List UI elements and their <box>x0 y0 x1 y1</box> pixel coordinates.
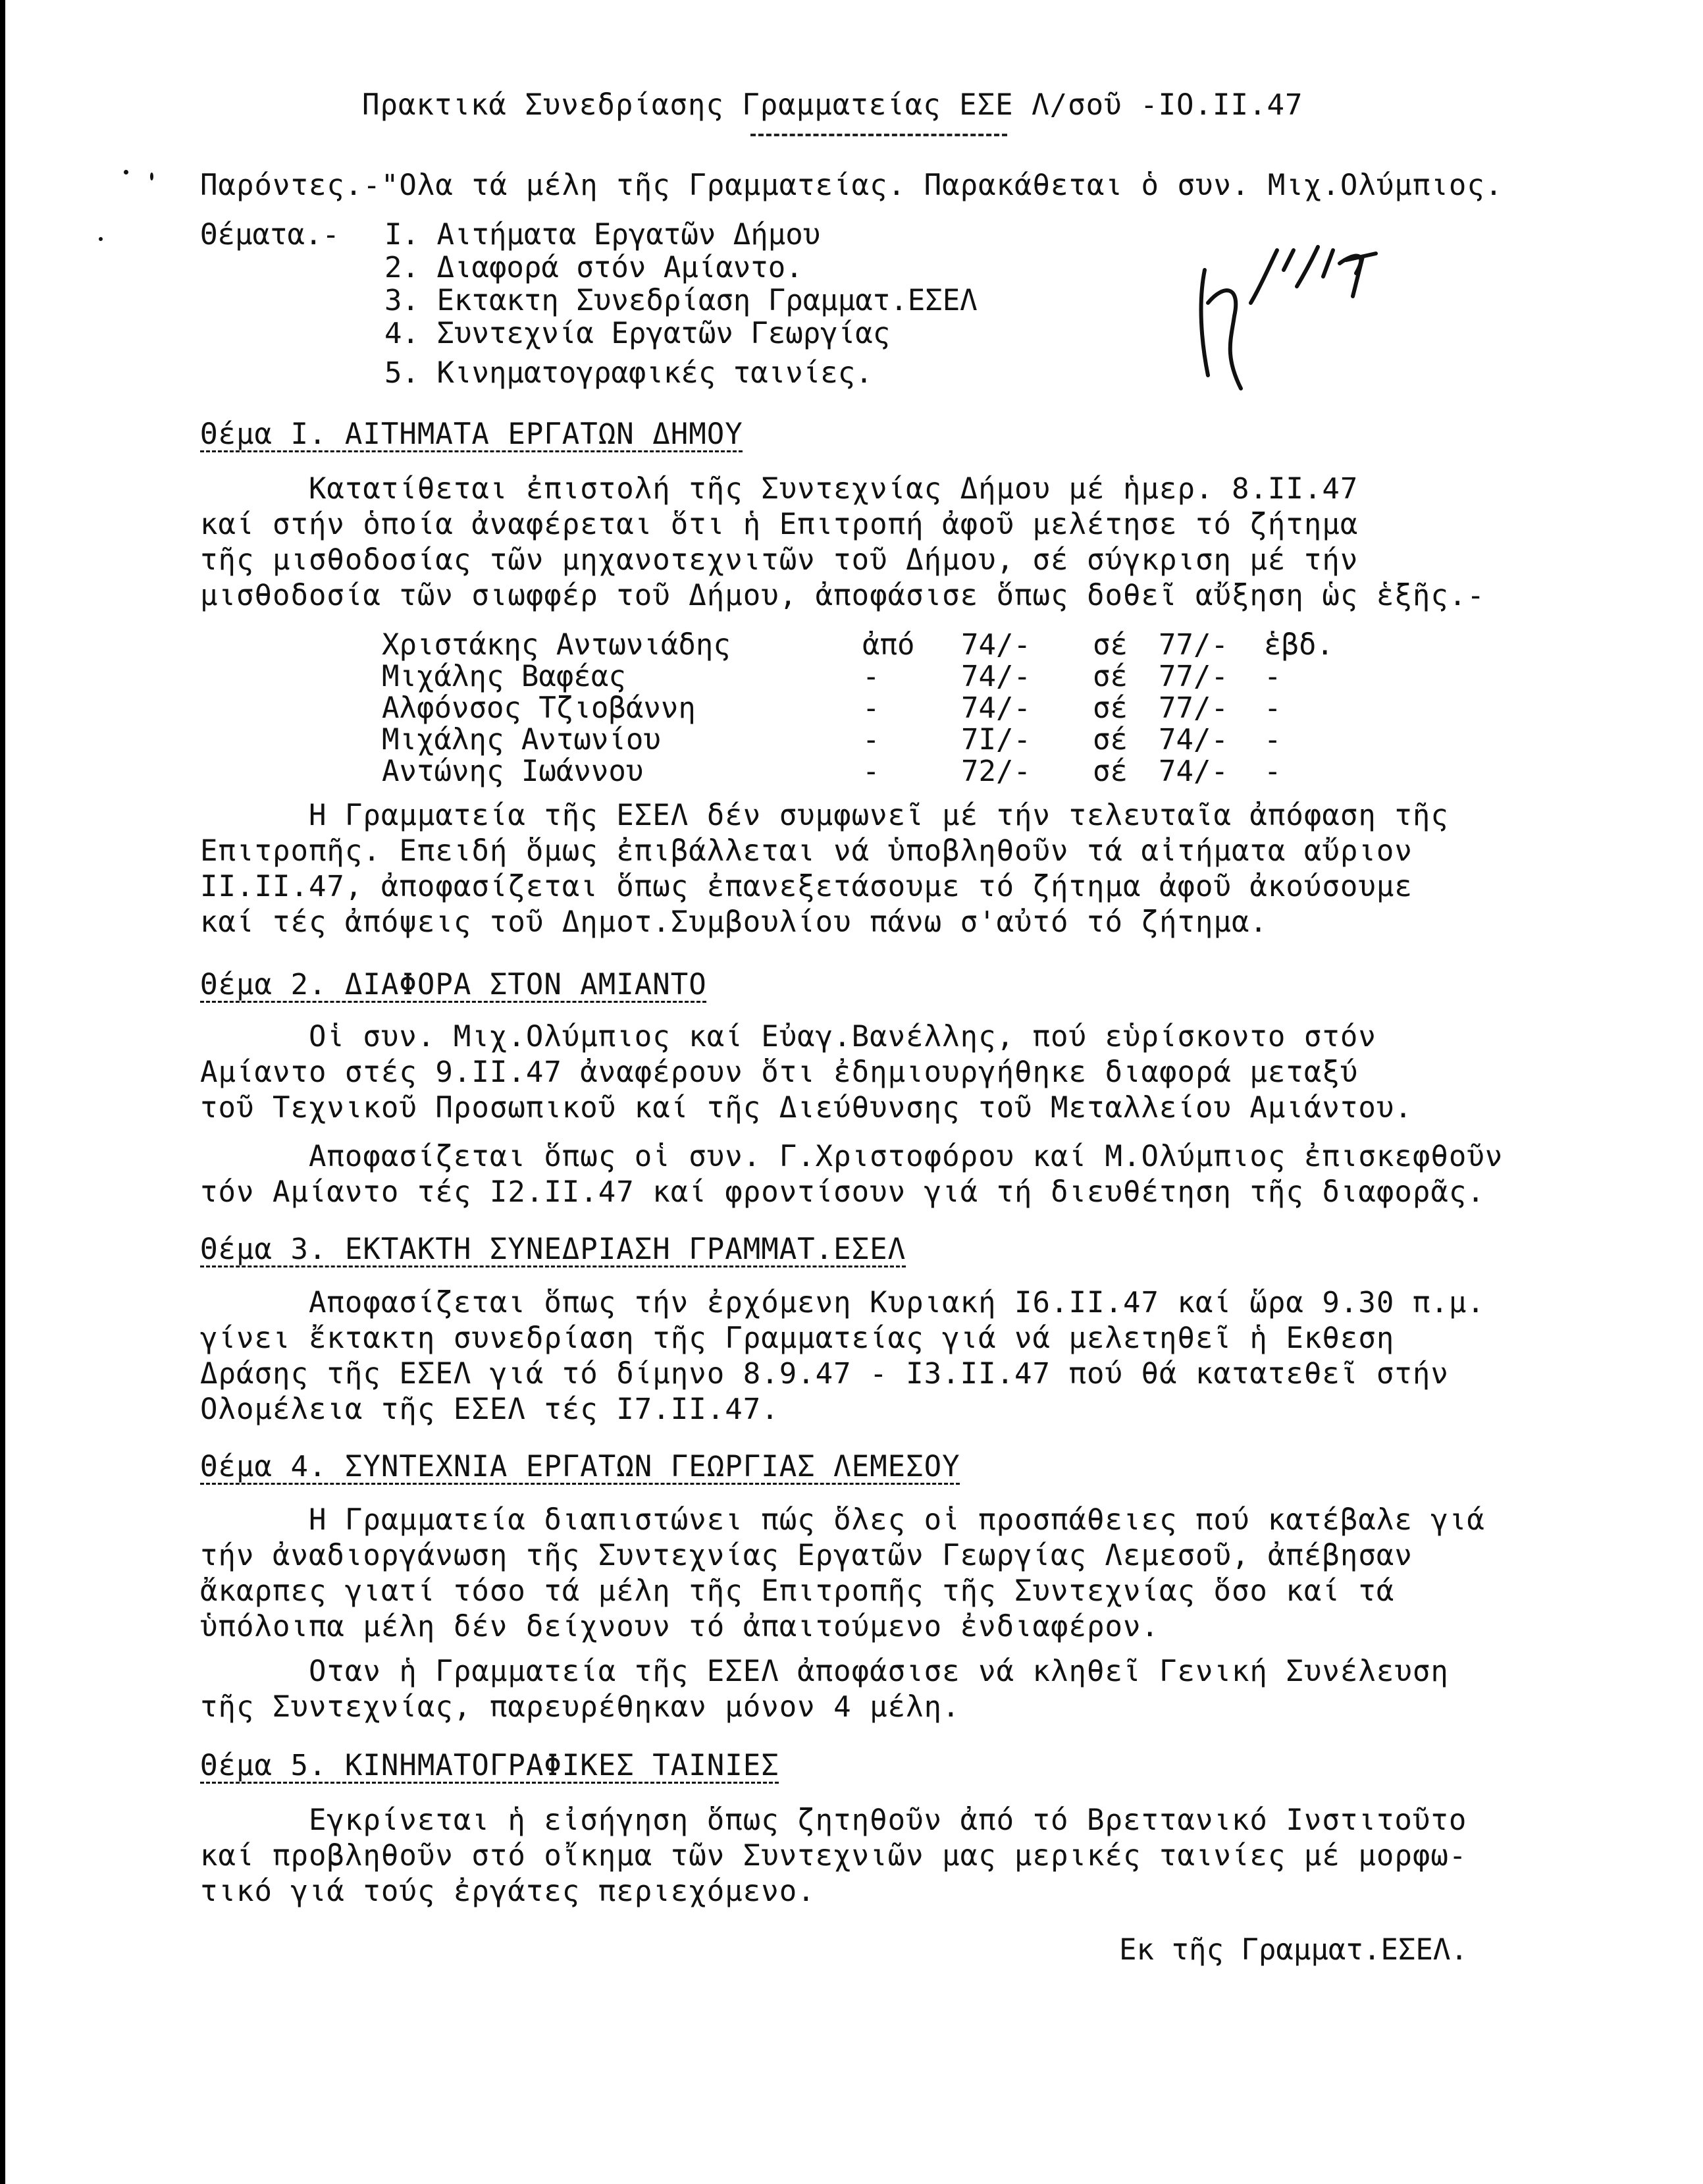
topic-item: Ι. Αιτήματα Εργατῶν Δήμου <box>384 218 821 252</box>
new-wage: 74/- <box>1159 723 1228 757</box>
paragraph-line: τῆς μισθοδοσίας τῶν μηχανοτεχνιτῶν τοῦ Δήμου, σέ σύγκριση μέ τήν <box>200 543 1359 577</box>
paragraph-line: καί στήν ὁποία ἀναφέρεται ὅτι ἡ Επιτροπή ἀφοῦ μελέτησε τό ζήτημα <box>200 508 1359 541</box>
wage-unit: ἑβδ. <box>1264 628 1334 662</box>
paragraph-line: Αμίαντο στές 9.ΙΙ.47 ἀναφέρουν ὅτι ἐδημιουργήθηκε διαφορά μεταξύ <box>200 1055 1359 1089</box>
scan-edge <box>0 0 5 2184</box>
paragraph-line: Κατατίθεται ἐπιστολή τῆς Συντεχνίας Δήμου μέ ἡμερ. 8.ΙΙ.47 <box>200 472 1359 506</box>
salary-row <box>382 660 1435 693</box>
wage-unit: - <box>1264 691 1282 725</box>
from-word: - <box>862 691 880 725</box>
paragraph-line: Δράσης τῆς ΕΣΕΛ γιά τό δίμηνο 8.9.47 - Ι3.ΙΙ.47 πού θά κατατεθεῖ στήν <box>200 1357 1449 1391</box>
worker-name: Αντώνης Ιωάννου <box>382 755 644 788</box>
new-wage: 77/- <box>1159 691 1228 725</box>
from-word: ἀπό <box>862 628 915 662</box>
topic-item: 5. Κινηματογραφικές ταινίες. <box>384 356 873 390</box>
paragraph-line: ἄκαρπες γιατί τόσο τά μέλη τῆς Επιτροπῆς τῆς Συντεχνίας ὅσο καί τά <box>200 1574 1395 1608</box>
document-title: Πρακτικά Συνεδρίασης Γραμματείας ΕΣΕ Λ/σοῦ -ΙΟ.ΙΙ.47 <box>362 88 1303 122</box>
paragraph-line: Οταν ἡ Γραμματεία τῆς ΕΣΕΛ ἀποφάσισε νά κληθεῖ Γενική Συνέλευση <box>200 1655 1449 1688</box>
paragraph-line: Οἱ συν. Μιχ.Ολύμπιος καί Εὐαγ.Βανέλλης, πού εὑρίσκοντο στόν <box>200 1020 1376 1053</box>
to-word: σέ <box>1093 691 1128 725</box>
from-word: - <box>862 660 880 693</box>
worker-name: Μιχάλης Αντωνίου <box>382 723 661 757</box>
topics-label: Θέματα.- <box>200 218 340 252</box>
from-word: - <box>862 723 880 757</box>
old-wage: 74/- <box>961 628 1031 662</box>
paragraph-line: Αποφασίζεται ὅπως οἱ συν. Γ.Χριστοφόρου καί Μ.Ολύμπιος ἐπισκεφθοῦν <box>200 1140 1504 1173</box>
paragraph-line: Η Γραμματεία διαπιστώνει πώς ὅλες οἱ προσπάθειες πού κατέβαλε γιά <box>200 1503 1485 1537</box>
paragraph-line: μισθοδοσία τῶν σιωφφέρ τοῦ Δήμου, ἀποφάσισε ὅπως δοθεῖ αὔξηση ὡς ἑξῆς.- <box>200 579 1485 612</box>
paragraph-line: τοῦ Τεχνικοῦ Προσωπικοῦ καί τῆς Διεύθυνσης τοῦ Μεταλλείου Αμιάντου. <box>200 1091 1413 1125</box>
scan-speck <box>99 237 103 241</box>
paragraph-line: τῆς Συντεχνίας, παρευρέθηκαν μόνον 4 μέλη. <box>200 1690 960 1724</box>
old-wage: 74/- <box>961 660 1031 693</box>
section-heading <box>200 1231 906 1268</box>
present-line: Παρόντες.-"Ολα τά μέλη τῆς Γραμματείας. Παρακάθεται ὁ συν. Μιχ.Ολύμπιος. <box>200 169 1504 202</box>
section-heading-text: Θέμα Ι. ΑΙΤΗΜΑΤΑ ΕΡΓΑΤΩΝ ΔΗΜΟΥ <box>200 417 743 451</box>
salary-row <box>382 629 1435 662</box>
paragraph-line: τικό γιά τούς ἐργάτες περιεχόμενο. <box>200 1875 816 1908</box>
paragraph-line: Η Γραμματεία τῆς ΕΣΕΛ δέν συμφωνεῖ μέ τήν τελευταῖα ἀπόφαση τῆς <box>200 799 1449 832</box>
scan-speck <box>124 170 128 174</box>
paragraph-line: Αποφασίζεται ὅπως τήν ἐρχόμενη Κυριακή Ι6.ΙΙ.47 καί ὥρα 9.30 π.μ. <box>200 1286 1485 1319</box>
section-heading-text: Θέμα 5. ΚΙΝΗΜΑΤΟΓΡΑΦΙΚΕΣ ΤΑΙΝΙΕΣ <box>200 1749 779 1782</box>
new-wage: 77/- <box>1159 628 1228 662</box>
salary-row <box>382 692 1435 725</box>
handwritten-signature <box>1178 224 1415 408</box>
paragraph-line: Ολομέλεια τῆς ΕΣΕΛ τές Ι7.ΙΙ.47. <box>200 1393 779 1426</box>
paragraph-line: τήν ἀναδιοργάνωση τῆς Συντεχνίας Εργατῶν Γεωργίας Λεμεσοῦ, ἀπέβησαν <box>200 1539 1413 1572</box>
section-heading <box>200 1449 960 1485</box>
wage-unit: - <box>1264 755 1282 788</box>
topic-item: 3. Εκτακτη Συνεδρίαση Γραμματ.ΕΣΕΛ <box>384 284 978 317</box>
old-wage: 74/- <box>961 691 1031 725</box>
section-heading-text: Θέμα 4. ΣΥΝΤΕΧΝΙΑ ΕΡΓΑΤΩΝ ΓΕΩΡΓΙΑΣ ΛΕΜΕΣΟΥ <box>200 1450 960 1483</box>
paragraph-line: Εγκρίνεται ἡ εἰσήγηση ὅπως ζητηθοῦν ἀπό τό Βρεττανικό Ινστιτοῦτο <box>200 1803 1467 1837</box>
wage-unit: - <box>1264 723 1282 757</box>
old-wage: 7Ι/- <box>961 723 1031 757</box>
title-underline <box>750 134 1007 136</box>
to-word: σέ <box>1093 723 1128 757</box>
paragraph-line: καί τές ἀπόψεις τοῦ Δημοτ.Συμβουλίου πάνω σ'αὐτό τό ζήτημα. <box>200 905 1268 939</box>
salary-row <box>382 755 1435 788</box>
paragraph-line: Επιτροπῆς. Επειδή ὅμως ἐπιβάλλεται νά ὑποβληθοῦν τά αἰτήματα αὔριον <box>200 834 1413 868</box>
salary-row <box>382 724 1435 757</box>
new-wage: 77/- <box>1159 660 1228 693</box>
paragraph-line: καί προβληθοῦν στό οἴκημα τῶν Συντεχνιῶν μας μερικές ταινίες μέ μορφω- <box>200 1839 1467 1873</box>
old-wage: 72/- <box>961 755 1031 788</box>
wage-unit: - <box>1264 660 1282 693</box>
new-wage: 74/- <box>1159 755 1228 788</box>
to-word: σέ <box>1093 755 1128 788</box>
topic-item: 2. Διαφορά στόν Αμίαντο. <box>384 251 803 284</box>
topic-item: 4. Συντεχνία Εργατῶν Γεωργίας <box>384 317 891 350</box>
paragraph-line: ὑπόλοιπα μέλη δέν δείχνουν τό ἀπαιτούμενο ἐνδιαφέρον. <box>200 1610 1159 1643</box>
section-heading <box>200 1747 779 1784</box>
to-word: σέ <box>1093 660 1128 693</box>
closing-signoff: Εκ τῆς Γραμματ.ΕΣΕΛ. <box>1119 1933 1468 1967</box>
worker-name: Χριστάκης Αντωνιάδης <box>382 628 731 662</box>
worker-name: Αλφόνσος Τζιοβάννη <box>382 691 696 725</box>
paragraph-line: ΙΙ.ΙΙ.47, ἀποφασίζεται ὅπως ἐπανεξετάσουμε τό ζήτημα ἀφοῦ ἀκούσουμε <box>200 870 1413 903</box>
from-word: - <box>862 755 880 788</box>
to-word: σέ <box>1093 628 1128 662</box>
section-heading-text: Θέμα 3. ΕΚΤΑΚΤΗ ΣΥΝΕΔΡΙΑΣΗ ΓΡΑΜΜΑΤ.ΕΣΕΛ <box>200 1233 906 1266</box>
paragraph-line: γίνει ἔκτακτη συνεδρίαση τῆς Γραμματείας γιά νά μελετηθεῖ ἡ Εκθεση <box>200 1321 1395 1355</box>
section-heading <box>200 416 743 453</box>
paragraph-line: τόν Αμίαντο τές Ι2.ΙΙ.47 καί φροντίσουν γιά τή διευθέτηση τῆς διαφορᾶς. <box>200 1175 1485 1209</box>
section-heading <box>200 967 707 1003</box>
worker-name: Μιχάλης Βαφέας <box>382 660 626 693</box>
section-heading-text: Θέμα 2. ΔΙΑΦΟΡΑ ΣΤΟΝ ΑΜΙΑΝΤΟ <box>200 968 707 1001</box>
scan-speck <box>150 173 153 180</box>
